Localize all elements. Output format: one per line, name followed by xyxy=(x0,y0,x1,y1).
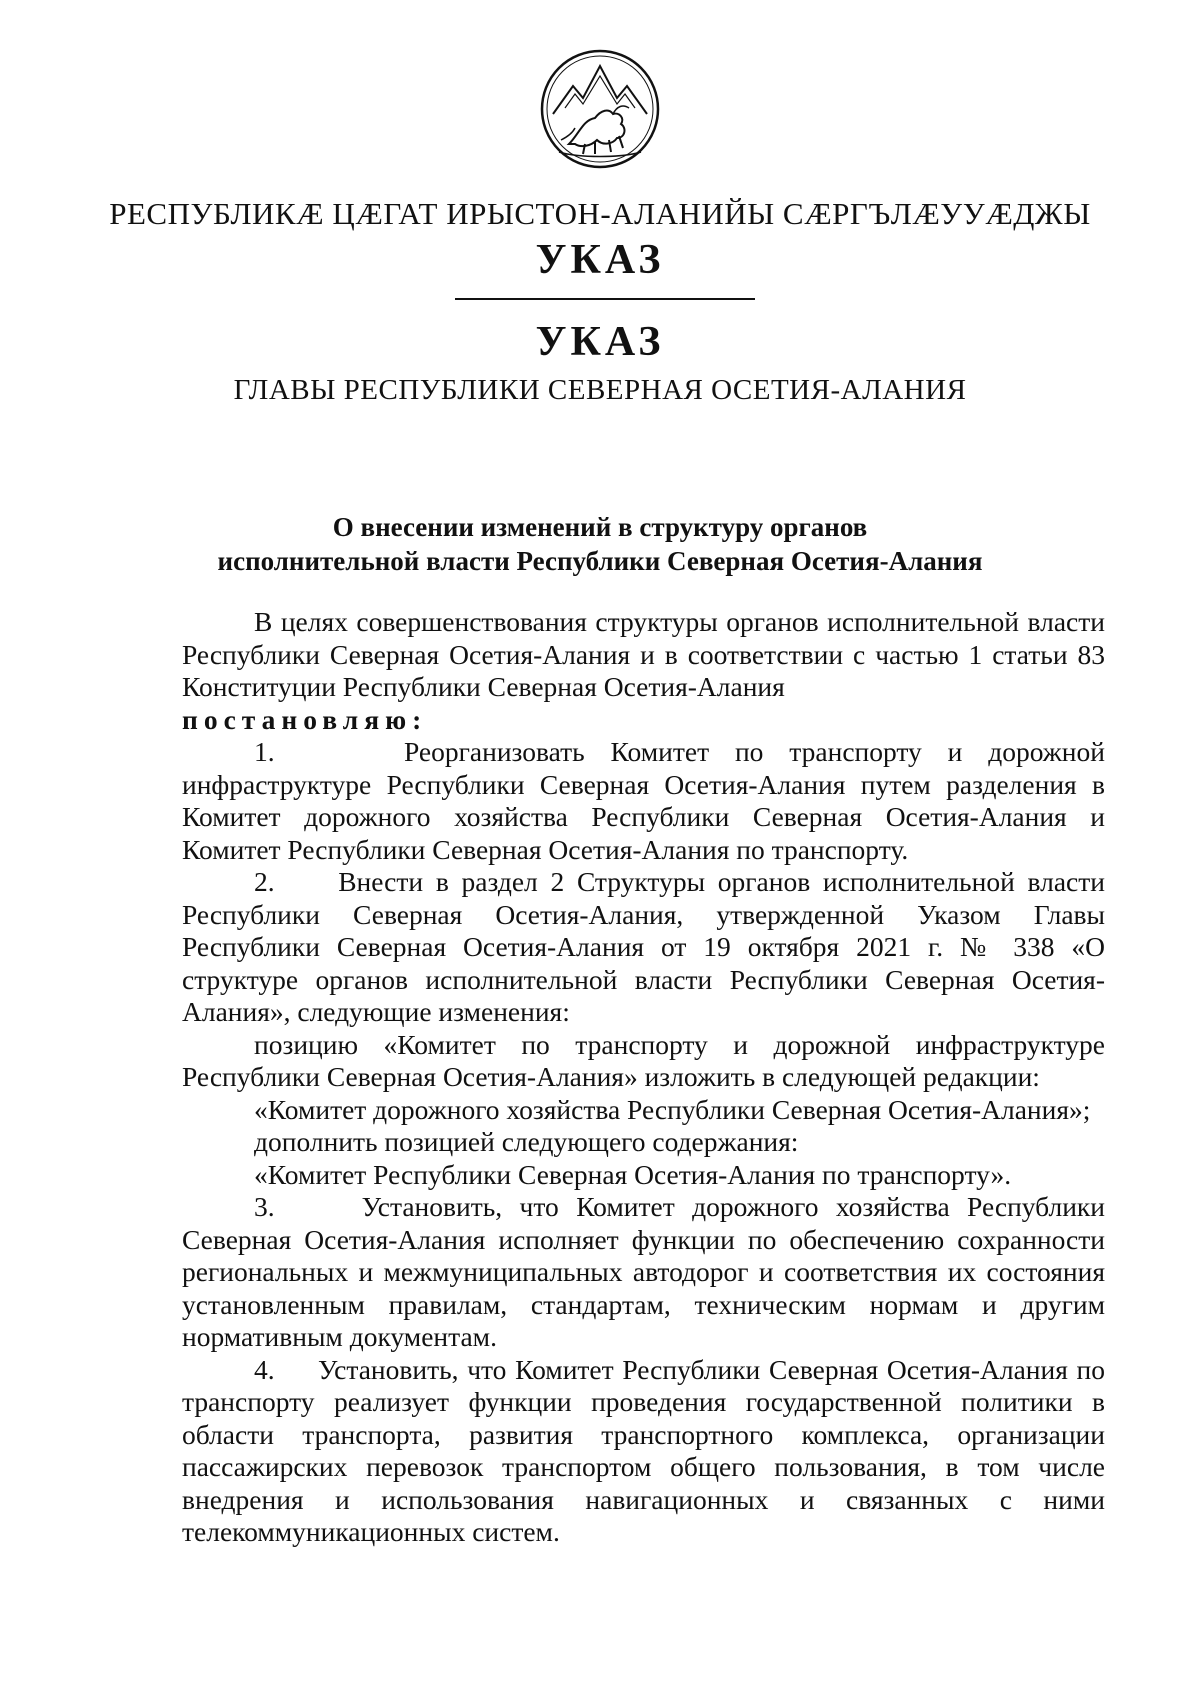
item-2-text: Внести в раздел 2 Структуры органов исполнительной власти Республики Северная Осетия-Алания, утвержденной Указом Главы Республики Северная Осетия-Алания от 19 октября 2021 г. № 338 «О структуре органов исполнительной власти Республики Северная Осетия-Алания», следующие изменения: xyxy=(182,866,1105,1027)
decree-keyword: постановляю xyxy=(182,703,413,735)
preamble-paragraph xyxy=(182,606,1105,736)
preamble-text: В целях совершенствования структуры органов исполнительной власти Республики Северная Осетия-Алания и в соответствии с частью 1 статьи 83 Конституции Республики Северная Осетия-Алания xyxy=(182,606,1105,702)
item-1-paragraph xyxy=(182,736,1105,866)
document-title-line1: О внесении изменений в структуру органов xyxy=(332,512,868,542)
item-4-number: 4. xyxy=(254,1353,275,1385)
item-3-number: 3. xyxy=(254,1191,275,1222)
item-2-subparagraph-3: дополнить позицией следующего содержания: xyxy=(254,1126,799,1157)
divider-line xyxy=(455,298,755,300)
document-body xyxy=(182,606,1105,1549)
item-1-number: 1. xyxy=(254,736,275,767)
ukaz-heading-russian: УКАЗ xyxy=(535,319,665,365)
item-2-subparagraph-4: «Комитет Республики Северная Осетия-Алания по транспорту». xyxy=(254,1158,1012,1190)
ukaz-heading-ossetian: УКАЗ xyxy=(535,237,665,283)
item-3-text: Установить, что Комитет дорожного хозяйства Республики Северная Осетия-Алания исполняет функции по обеспечению сохранности региональных и межмуниципальных автодорог и соответствия их состояния установленным правилам, стандартам, техническим нормам и другим нормативным документам. xyxy=(182,1191,1106,1352)
item-1-text: Реорганизовать Комитет по транспорту и дорожной инфраструктуре Республики Северная Осетия-Алания путем разделения в Комитет дорожного хозяйства Республики Северная Осетия-Алания и Комитет Республики Северная Осетия-Алания по транспорту. xyxy=(182,736,1105,865)
document-title-line2: исполнительной власти Республики Северная Осетия-Алания xyxy=(217,546,983,576)
decree-keyword-colon: : xyxy=(412,703,422,735)
russian-header-line: ГЛАВЫ РЕСПУБЛИКИ СЕВЕРНАЯ ОСЕТИЯ-АЛАНИЯ xyxy=(233,374,967,406)
item-2-subparagraph-1: позицию «Комитет по транспорту и дорожной инфраструктуре Республики Северная Осетия-Алания» изложить в следующей редакции: xyxy=(182,1028,1105,1092)
item-2-subparagraph-2: «Комитет дорожного хозяйства Республики Северная Осетия-Алания»; xyxy=(254,1093,1091,1125)
item-4-text: Установить, что Комитет Республики Северная Осетия-Алания по транспорту реализует функции проведения государственной политики в области транспорта, развития транспортного комплекса, организации пассажирских перевозок транспортом общего пользования, в том числе внедрения и использования навигационных и связанных с ними телекоммуникационных систем. xyxy=(182,1353,1106,1547)
item-4-paragraph xyxy=(182,1354,1105,1549)
item-3-paragraph xyxy=(182,1191,1105,1354)
item-2-paragraph xyxy=(182,866,1105,1029)
ossetian-header-line: РЕСПУБЛИКӔ ЦӔГАТ ИРЫСТОН-АЛАНИЙЫ СӔРГЪЛӔУУӔДЖЫ xyxy=(109,196,1091,231)
item-2-number: 2. xyxy=(254,866,275,897)
document-title xyxy=(0,510,1200,578)
coat-of-arms-emblem-icon xyxy=(539,48,661,170)
